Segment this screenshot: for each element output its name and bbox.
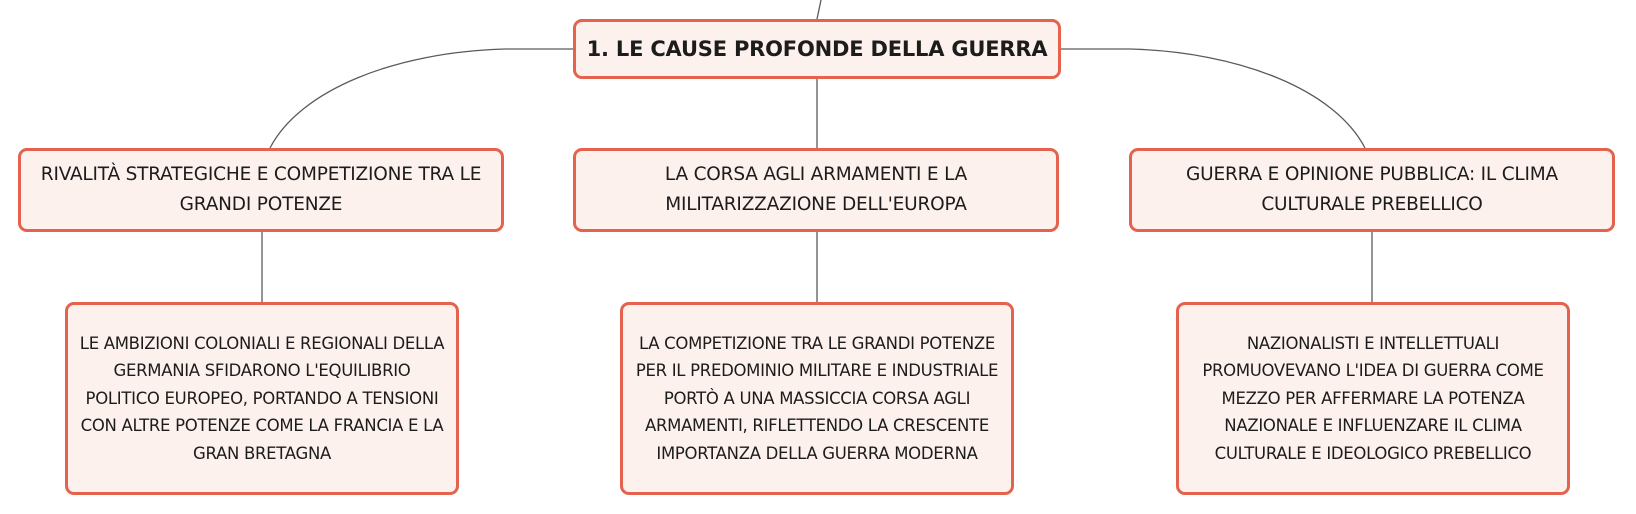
detail-text: LE AMBIZIONI COLONIALI E REGIONALI DELLA GERMANIA SFIDARONO L'EQUILIBRIO POLITICO EUROPEO, PORTANDO A TENSIONI CON ALTRE POTENZE COME LA FRANCIA E LA GRAN BRETAGNA: [79, 333, 445, 463]
connector-parent-to-root: [817, 0, 821, 19]
detail-text: NAZIONALISTI E INTELLETTUALI PROMUOVEVANO L'IDEA DI GUERRA COME MEZZO PER AFFERMARE LA POTENZA NAZIONALE E INFLUENZARE IL CLIMA CULTURALE E IDEOLOGICO PREBELLICO: [1202, 333, 1544, 463]
connector-root-to-branch-3: [1061, 49, 1365, 148]
branch-title: LA CORSA AGLI ARMAMENTI E LA MILITARIZZAZIONE DELL'EUROPA: [664, 164, 968, 215]
branch-node-opinione-pubblica[interactable]: [1129, 148, 1615, 232]
detail-node-corsa-armamenti[interactable]: [620, 302, 1014, 495]
detail-node-rivalita-strategiche[interactable]: [65, 302, 459, 495]
root-topic-node[interactable]: [573, 19, 1061, 79]
branch-title: RIVALITÀ STRATEGICHE E COMPETIZIONE TRA LE GRANDI POTENZE: [40, 164, 482, 215]
branch-title: GUERRA E OPINIONE PUBBLICA: IL CLIMA CULTURALE PREBELLICO: [1185, 164, 1558, 215]
root-topic-label: 1. LE CAUSE PROFONDE DELLA GUERRA: [586, 37, 1048, 61]
branch-node-rivalita-strategiche[interactable]: [18, 148, 504, 232]
detail-text: LA COMPETIZIONE TRA LE GRANDI POTENZE PER IL PREDOMINIO MILITARE E INDUSTRIALE PORTÒ A UNA MASSICCIA CORSA AGLI ARMAMENTI, RIFLETTENDO LA CRESCENTE IMPORTANZA DELLA GUERRA MODERNA: [635, 333, 999, 463]
detail-node-opinione-pubblica[interactable]: [1176, 302, 1570, 495]
branch-node-corsa-armamenti[interactable]: [573, 148, 1059, 232]
connector-root-to-branch-1: [270, 49, 573, 148]
